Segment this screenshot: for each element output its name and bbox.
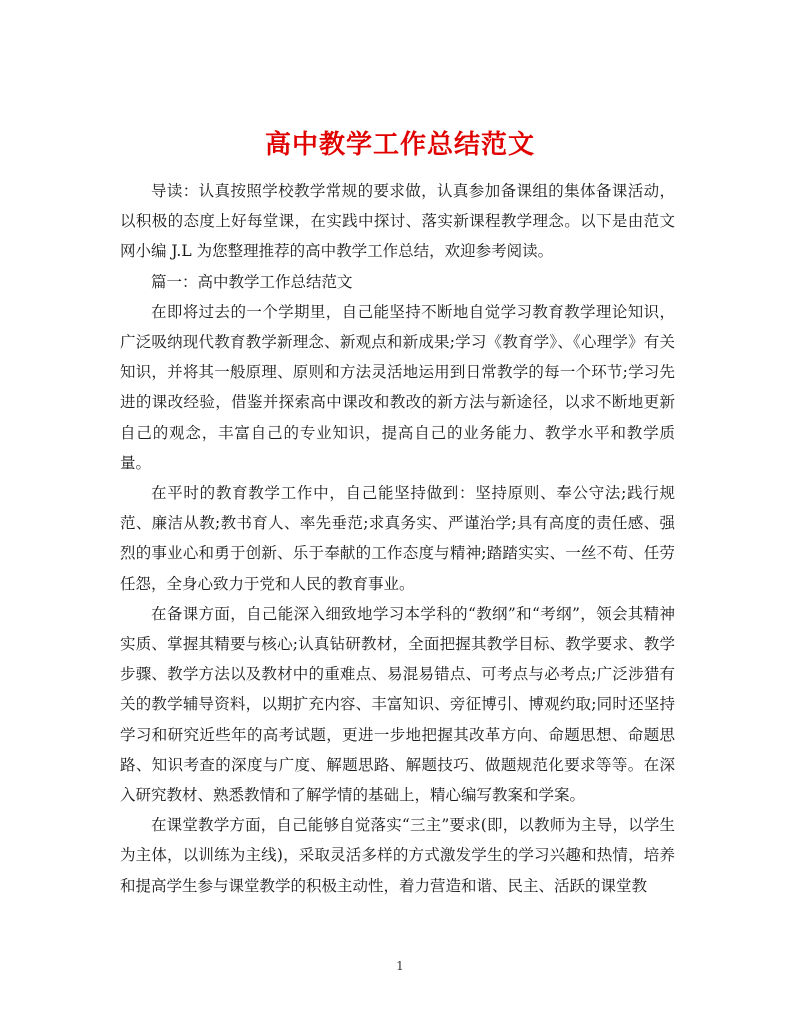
body-paragraph: 在平时的教育教学工作中，自己能坚持做到：坚持原则、奉公守法;践行规范、廉洁从教;教书育人、率先垂范;求真务实、严谨治学;具有高度的责任感、强烈的事业心和勇于创新、乐于奉献的工作态度与精神;踏踏实实、一丝不苟、任劳任怨，全身心致力于党和人民的教育事业。 bbox=[120, 484, 675, 593]
intro-paragraph: 导读：认真按照学校教学常规的要求做，认真参加备课组的集体备课活动，以积极的态度上好每堂课，在实践中探讨、落实新课程教学理念。以下是由范文网小编 J.L 为您整理推荐的高中教学工作总结，欢迎参考阅读。 bbox=[120, 182, 675, 261]
body-paragraph: 在即将过去的一个学期里，自己能坚持不断地自觉学习教育教学理论知识，广泛吸纳现代教育教学新理念、新观点和新成果;学习《教育学》、《心理学》有关知识，并将其一般原理、原则和方法灵活地运用到日常教学的每一个环节;学习先进的课改经验，借鉴并探索高中课改和教改的新方法与新途径，以求不断地更新自己的观念，丰富自己的专业知识，提高自己的业务能力、教学水平和教学质量。 bbox=[120, 302, 675, 472]
section-heading: 篇一：高中教学工作总结范文 bbox=[151, 272, 353, 291]
body-paragraph: 在课堂教学方面，自己能够自觉落实“三主”要求(即，以教师为主导，以学生为主体，以训练为主线)，采取灵活多样的方式激发学生的学习兴趣和热情，培养和提高学生参与课堂教学的积极主动性，着力营造和谐、民主、活跃的课堂教 bbox=[120, 816, 675, 895]
document-title: 高中教学工作总结范文 bbox=[264, 130, 535, 161]
body-paragraph: 在备课方面，自己能深入细致地学习本学科的“教纲”和“考纲”，领会其精神实质、掌握其精要与核心;认真钻研教材，全面把握其教学目标、教学要求、教学步骤、教学方法以及教材中的重难点、易混易错点、可考点与必考点;广泛涉猎有关的教学辅导资料，以期扩充内容、丰富知识、旁征博引、博观约取;同时还坚持学习和研究近些年的高考试题，更进一步地把握其改革方向、命题思想、命题思路、知识考查的深度与广度、解题思路、解题技巧、做题规范化要求等等。在深入研究教材、熟悉教情和了解学情的基础上，精心编写教案和学案。 bbox=[120, 604, 675, 805]
document-body bbox=[120, 176, 675, 901]
page-number: 1 bbox=[396, 959, 404, 973]
